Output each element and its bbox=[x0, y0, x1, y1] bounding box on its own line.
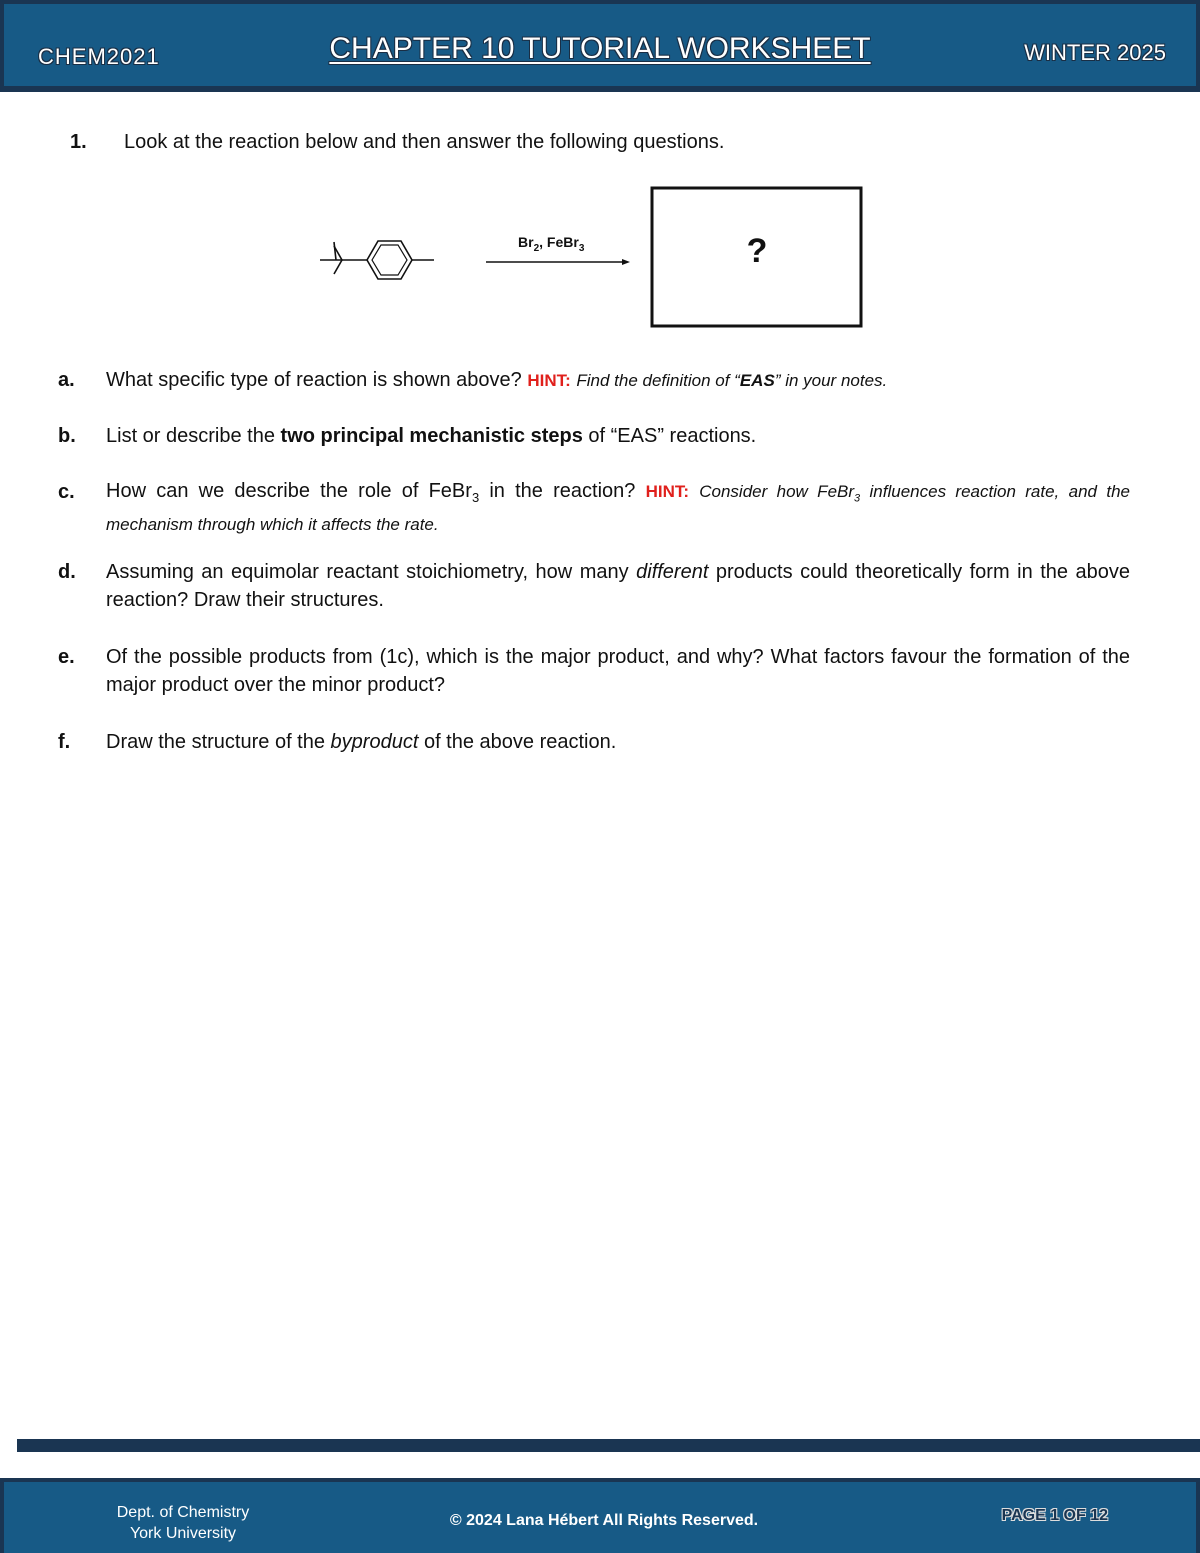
reaction-scheme bbox=[300, 180, 900, 340]
copyright-notice: © 2024 Lana Hébert All Rights Reserved. bbox=[449, 1512, 759, 1529]
footer-bar bbox=[0, 1478, 1200, 1553]
item-letter: d. bbox=[58, 561, 76, 583]
item-text: What specific type of reaction is shown above? bbox=[106, 369, 522, 391]
question-prompt: Look at the reaction below and then answer the following questions. bbox=[124, 131, 725, 153]
footer-panel bbox=[4, 1482, 1196, 1553]
item-letter: e. bbox=[58, 646, 75, 668]
arrowhead bbox=[622, 259, 630, 265]
term-label: WINTER 2025 bbox=[1024, 40, 1166, 65]
item-c bbox=[58, 478, 1130, 538]
department-label: Dept. of Chemistry York University bbox=[116, 1504, 250, 1542]
item-text: List or describe the two principal mechanistic steps of “EAS” reactions. bbox=[106, 425, 757, 447]
item-text: How can we describe the role of FeBr$_3$ in the reaction? HINT: Consider how FeBr$_3$ influences reaction rate, and the mechanism through which it affects the rate. bbox=[106, 480, 1130, 535]
reaction-diagram bbox=[300, 180, 900, 340]
item-e bbox=[58, 643, 1130, 699]
header-panel bbox=[4, 4, 1196, 86]
hint-label: HINT: bbox=[527, 371, 571, 390]
hint-text: Consider how FeBr$_3$ influences reaction rate, and the mechanism through which it affects the rate. bbox=[106, 482, 1130, 535]
course-code: CHEM2021 bbox=[38, 44, 160, 69]
hint-label: HINT: bbox=[645, 482, 690, 501]
item-letter: f. bbox=[58, 731, 71, 753]
item-letter: a. bbox=[58, 369, 75, 391]
tert-butyl-toluene-structure bbox=[320, 241, 434, 279]
footer-divider bbox=[17, 1439, 1200, 1452]
worksheet-title: CHAPTER 10 TUTORIAL WORKSHEET bbox=[329, 32, 871, 65]
item-a bbox=[58, 366, 1130, 395]
item-letter: b. bbox=[58, 425, 76, 447]
reagents-label: $Br_2$, FeBr$_3$ bbox=[518, 234, 585, 254]
item-b bbox=[58, 422, 1130, 450]
page-number: PAGE 1 OF 12 bbox=[1001, 1507, 1108, 1524]
item-letter: c. bbox=[58, 481, 75, 503]
item-d bbox=[58, 558, 1130, 614]
item-f bbox=[58, 728, 1130, 756]
product-placeholder: ? bbox=[746, 232, 768, 270]
header-bar bbox=[0, 0, 1200, 92]
hint-text: Find the definition of “EAS” in your notes. bbox=[576, 371, 888, 390]
question-number: 1. bbox=[70, 131, 87, 153]
item-text: Assuming an equimolar reactant stoichiometry, how many different products could theoretically form in the above reaction? Draw their structures. bbox=[106, 561, 1130, 611]
item-text: Of the possible products from (1c), which is the major product, and why? What factors favour the formation of the major product over the minor product? bbox=[106, 646, 1130, 696]
item-text: Draw the structure of the byproduct of the above reaction. bbox=[106, 731, 617, 753]
